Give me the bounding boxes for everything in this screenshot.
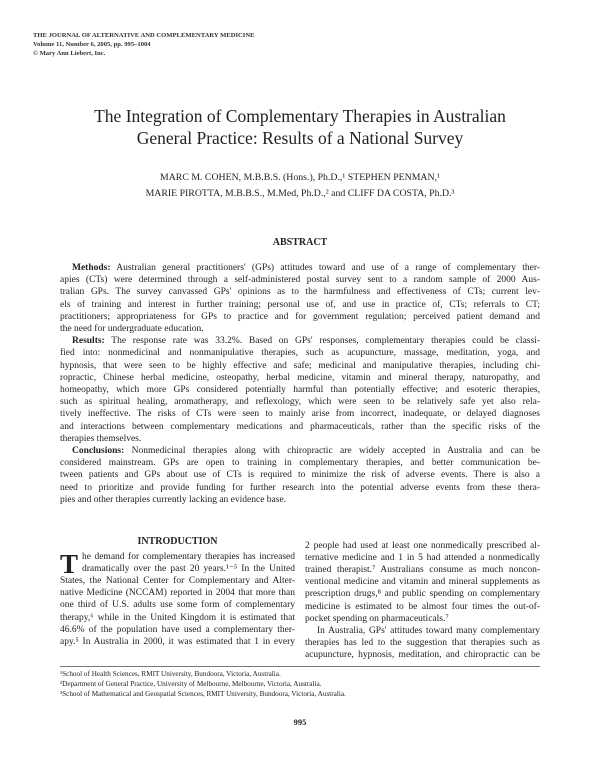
abstract-line: [72, 335, 540, 347]
abstract-heading: ABSTRACT: [272, 237, 328, 248]
introduction-heading: INTRODUCTION: [137, 536, 218, 547]
abstract-line: els of training and interest in further training; personal use of, and use in practice of, CTs; referrals to CT;: [60, 299, 540, 310]
journal-copyright: © Mary Ann Liebert, Inc.: [33, 50, 106, 57]
footnote-1: ¹School of Health Sciences, RMIT University, Bundoora, Victoria, Australia.: [60, 670, 281, 678]
journal-volume: Volume 11, Number 6, 2005, pp. 995–1004: [33, 41, 151, 48]
article-title: [0, 105, 600, 149]
author-list: [0, 170, 600, 202]
journal-header: [33, 31, 255, 58]
abstract-line: pies and other therapies currently lacking an evidence base.: [60, 494, 287, 505]
abstract-line: considered mainstream. GPs are open to training in complementary therapies, and better communication be-: [60, 458, 540, 469]
abstract-line: [72, 262, 540, 274]
abstract-section-label: Conclusions:: [72, 446, 125, 456]
introduction-line: therapies has led to the suggestion that therapies such as: [305, 637, 540, 648]
introduction-line: In Australia, GPs' attitudes toward many complementary: [317, 625, 540, 636]
abstract-line: [72, 445, 540, 457]
journal-name: THE JOURNAL OF ALTERNATIVE AND COMPLEMENTARY MEDICINE: [33, 32, 255, 39]
abstract-line: the need for undergraduate education.: [60, 324, 204, 334]
footnote-divider: [60, 666, 540, 667]
abstract-line: therapies themselves.: [60, 433, 142, 444]
title-line: The Integration of Complementary Therapies in Australian: [94, 106, 506, 126]
introduction-line: therapy,⁶ while in the United Kingdom it is estimated that: [60, 612, 295, 623]
abstract-line: hypnosis, that were seen to be highly effective and safe; medicinal and manipulative therapies, including chi-: [60, 360, 540, 371]
abstract-line: such as spiritual healing, aromatherapy, and reflexology, which were seen to be relatively safe yet also rela-: [60, 397, 540, 408]
abstract-section-label: Results:: [72, 336, 105, 347]
introduction-line: pocket spending on pharmaceuticals.⁷: [305, 613, 449, 624]
abstract-line: apies (CTs) were determined through a self-administered postal survey sent to a random sample of 2000 Aus-: [60, 275, 540, 286]
introduction-line: dramatically over the past 20 years.¹⁻⁵ In the United: [82, 564, 295, 575]
abstract-section-label: Methods:: [72, 263, 111, 273]
abstract-line: and interactions between complementary medications and pharmaceuticals, rather than the specific risks of the: [60, 421, 540, 432]
abstract-line: need to prioritize and provide funding for further research into the potential adverse events from these thera-: [60, 482, 540, 493]
introduction-line: one third of U.S. adults use some form of complementary: [60, 600, 295, 611]
abstract-text: Nonmedicinal therapies along with chiropractic are widely accepted in Australia and can be: [124, 446, 540, 456]
author-line: MARC M. COHEN, M.B.B.S. (Hons.), Ph.D.,¹ STEPHEN PENMAN,¹: [160, 172, 440, 183]
title-line: General Practice: Results of a National Survey: [136, 128, 464, 148]
abstract-line: homeopathy, which more GPs considered potentially harmful than potentially effective; and esoteric therapies,: [60, 385, 540, 395]
drop-cap: T: [60, 549, 79, 579]
introduction-line: States, the National Center for Complementary and Alter-: [60, 576, 295, 587]
introduction-line: prescription drugs,⁸ and public spending on complementary: [305, 589, 540, 600]
abstract-text: Australian general practitioners' (GPs) attitudes toward and use of a range of complementary ther-: [110, 263, 540, 273]
abstract-line: tween patients and GPs about use of CTs is required to minimize the risk of adverse events. There is also a: [60, 470, 540, 481]
footnote-3: ³School of Mathematical and Geospatial Sciences, RMIT University, Bundoora, Victoria, Australia.: [60, 690, 346, 698]
abstract-line: ropractic, Chinese herbal medicine, osteopathy, herbal medicine, vitamin and mineral therapy, naturopathy, and: [60, 372, 540, 383]
introduction-line: 46.6% of the population have used a complementary ther-: [60, 624, 295, 635]
author-line: MARIE PIROTTA, M.B.B.S., M.Med, Ph.D.,² and CLIFF DA COSTA, Ph.D.³: [145, 188, 455, 199]
footnote-2: ²Department of General Practice, University of Melbourne, Melbourne, Victoria, Australia.: [60, 680, 322, 688]
introduction-line: ventional medicine and vitamin and mineral supplements as: [305, 577, 540, 588]
introduction-line: he demand for complementary therapies has increased: [82, 552, 295, 562]
introduction-line: acupuncture, hypnosis, meditation, and chiropractic can be: [305, 649, 540, 660]
abstract-line: tively ineffective. The risks of CTs were seen to mainly arise from incorrect, inadequate, or delayed diagnoses: [60, 409, 540, 420]
abstract-text: The response rate was 33.2%. Based on GPs' responses, complementary therapies could be classi-: [104, 336, 540, 347]
page-number: 995: [293, 717, 307, 727]
introduction-line: 2 people had used at least one nonmedically prescribed al-: [305, 541, 540, 551]
abstract-line: tralian GPs. The survey canvassed GPs' opinions as to the harmfulness and effectiveness of CTs; current lev-: [60, 287, 540, 298]
introduction-line: ternative medicine and 1 in 5 had attended a nonmedically: [305, 553, 540, 564]
abstract-line: practitioners; appropriateness for GPs to practice and for government regulation; perceived patient demand and: [60, 311, 540, 322]
abstract-line: fied into: nonmedicinal and nonmanipulative therapies, such as acupuncture, massage, meditation, yoga, and: [60, 348, 540, 359]
introduction-line: native Medicine (NCCAM) reported in 2004 that more than: [60, 588, 295, 599]
introduction-line: apy.⁵ In Australia in 2000, it was estimated that 1 in every: [60, 636, 295, 647]
introduction-line: medicine is estimated to be almost four times the out-of-: [305, 601, 540, 612]
introduction-line: trained therapist.⁷ Australians consume as much noncon-: [305, 565, 540, 576]
